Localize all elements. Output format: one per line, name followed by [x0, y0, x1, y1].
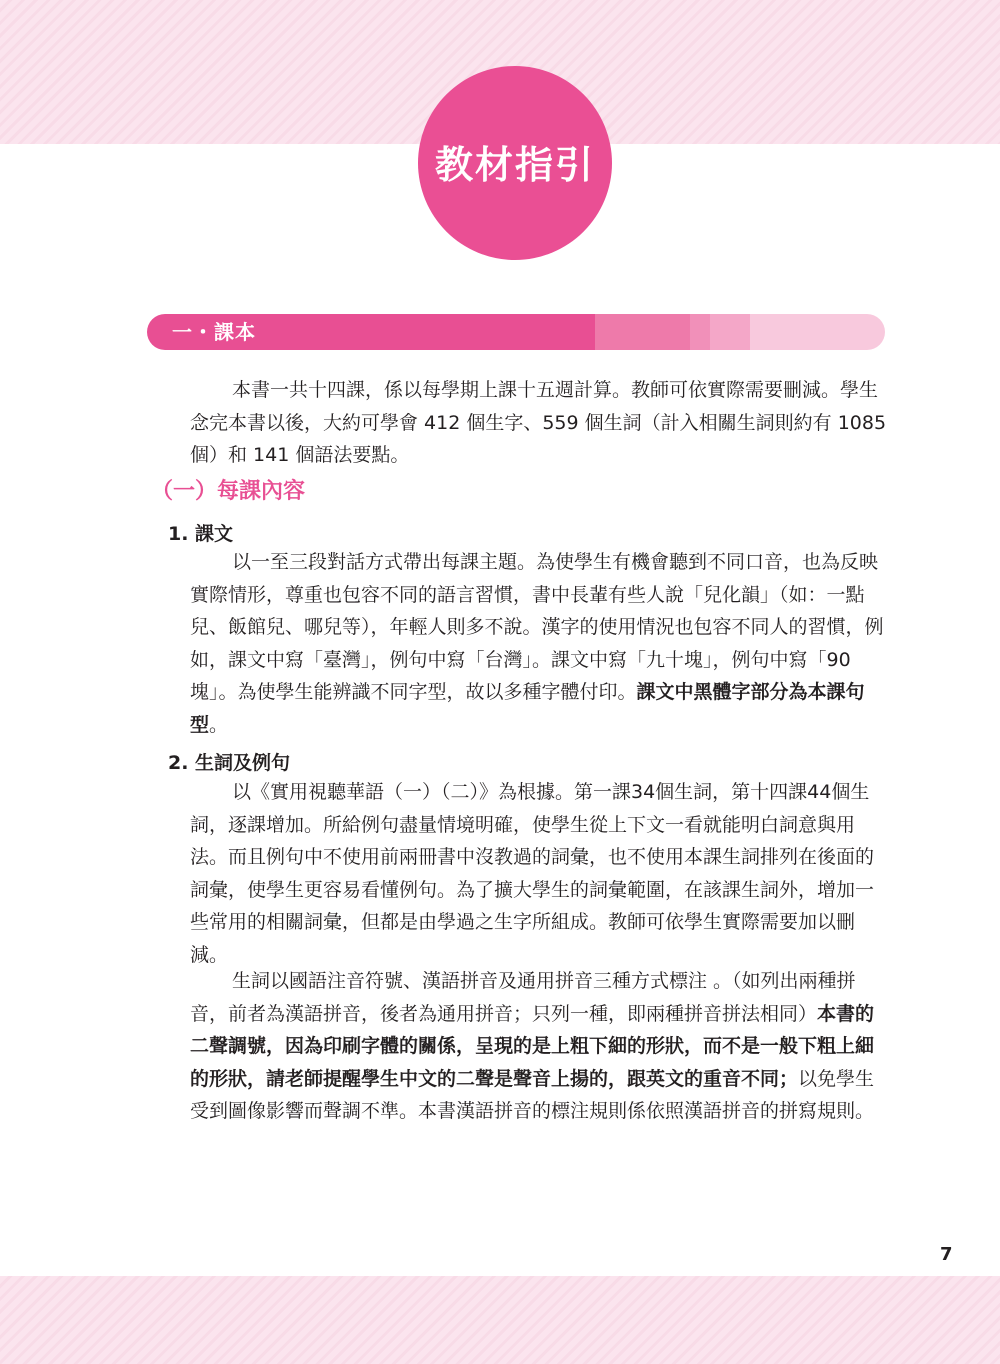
- item-heading-vocab: 2. 生詞及例句: [168, 752, 291, 774]
- page-number: 7: [940, 1244, 953, 1265]
- item1-bold-text: 課文中黑體字部分為本課句型: [190, 681, 865, 736]
- item1-end: 。: [209, 713, 229, 736]
- page-title: 教材指引: [434, 141, 595, 187]
- item2-p2-start: 生詞以國語注音符號、漢語拼音及通用拼音三種方式標注 。（如列出兩種拼音，前者為漢語拼音，後者為通用拼音；只列一種，即兩種拼音拼法相同）: [190, 970, 856, 1025]
- item1-paragraph: [190, 546, 890, 741]
- title-badge: [418, 66, 612, 260]
- item2-p2-bold: 本書的二聲調號，因為印刷字體的關係，呈現的是上粗下細的形狀，而不是一般下粗上細的形狀，請老師提醒學生中文的二聲是聲音上揚的，跟英文的重音不同；: [190, 1002, 875, 1090]
- item2-p2-end: 以免學生受到圖像影響而聲調不準。本書漢語拼音的標注規則係依照漢語拼音的拼寫規則。: [190, 1067, 875, 1122]
- item-heading-text: 1. 課文: [168, 523, 234, 545]
- item2-paragraph-2: [190, 965, 890, 1128]
- section-bar: [147, 314, 885, 350]
- item2-paragraph-1: 以《實用視聽華語（一）（二）》為根據。第一課34個生詞，第十四課44個生詞，逐課增加。所給例句盡量情境明確，使學生從上下文一看就能明白詞意與用法。而且例句中不使用前兩冊書中沒教過的詞彙，也不使用本課生詞排列在後面的詞彙，使學生更容易看懂例句。為了擴大學生的詞彙範圍，在該課生詞外，增加一些常用的相關詞彙，但都是由學過之生字所組成。教師可依學生實際需要加以刪減。: [190, 781, 875, 966]
- intro-paragraph: 本書一共十四課，係以每學期上課十五週計算。教師可依實際需要刪減。學生念完本書以後，大約可學會 412 個生字、559 個生詞（計入相關生詞則約有 1085 個）和 141 個語法要點。: [190, 379, 887, 466]
- subsection-heading: （一）每課內容: [151, 479, 306, 504]
- item1-text: 以一至三段對話方式帶出每課主題。為使學生有機會聽到不同口音，也為反映實際情形，尊重也包容不同的語言習慣，書中長輩有些人說「兒化韻」（如：一點兒、飯館兒、哪兒等），年輕人則多不說。漢字的使用情況也包容不同人的習慣，例如，課文中寫「臺灣」，例句中寫「台灣」。課文中寫「九十塊」，例句中寫「90塊」。為使學生能辨識不同字型，故以多種字體付印。: [190, 551, 884, 703]
- section-heading: 一・課本: [172, 320, 256, 344]
- footer-band: [0, 1276, 1000, 1364]
